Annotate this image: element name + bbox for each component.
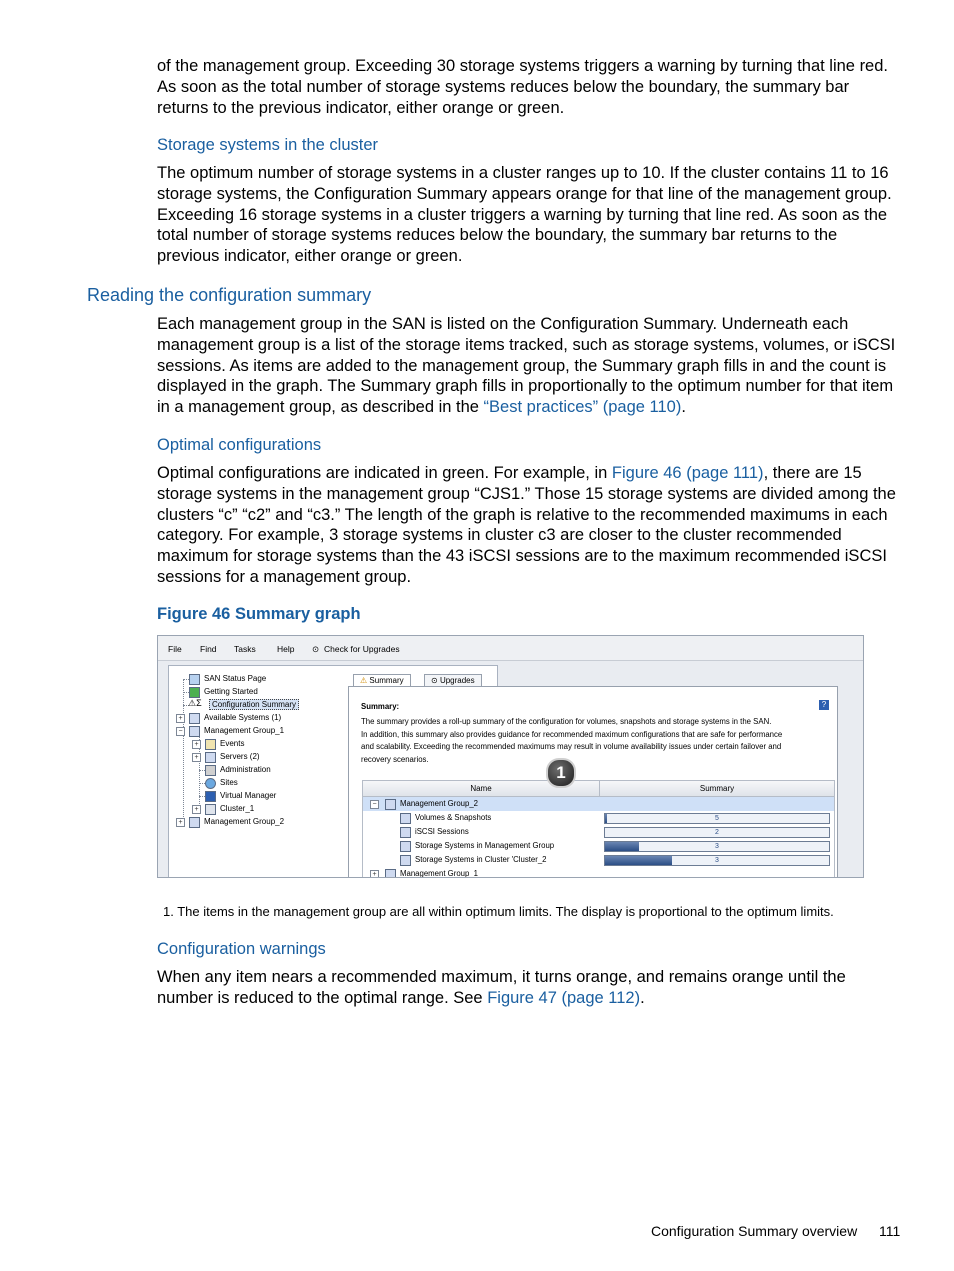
- expand-toggle[interactable]: +: [192, 740, 201, 749]
- column-header-name[interactable]: Name: [363, 781, 600, 797]
- figure-footnote: 1. The items in the management group are all within optimum limits. The display is proportional to the optimum limits.: [163, 904, 834, 919]
- tree-item-sites[interactable]: Sites: [220, 778, 238, 787]
- table-row[interactable]: [363, 797, 834, 811]
- events-icon: [205, 739, 216, 750]
- collapse-toggle[interactable]: −: [176, 727, 185, 736]
- summary-bar: [604, 841, 830, 852]
- management-group-icon: [189, 726, 200, 737]
- servers-icon: [205, 752, 216, 763]
- footer-title: Configuration Summary overview: [651, 1223, 858, 1239]
- figure-caption: Figure 46 Summary graph: [157, 605, 361, 623]
- paragraph-optimal-rest: , there are 15 storage systems in the management group “CJS1.” Those 15 storage systems are divided among the clusters “c” “c2” and “c3.” The length of the graph is relative to the recommended maximums in each category. For example, 3 storage systems in cluster c3 are closer to the cluster recommended maximum for storage systems than the 43 iSCSI sessions are to the maximum recommended iSCSI sessions for a management group.: [157, 464, 896, 586]
- summary-bar-value: 3: [715, 857, 719, 864]
- paragraph-warnings-end: .: [640, 988, 645, 1007]
- summary-graph-screenshot: [157, 635, 864, 878]
- virtual-manager-icon: [205, 791, 216, 802]
- tree-item-cluster-1[interactable]: Cluster_1: [220, 804, 255, 813]
- table-row[interactable]: [363, 853, 834, 867]
- heading-optimal-configurations: Optimal configurations: [157, 436, 322, 454]
- tree-item-servers[interactable]: Servers (2): [220, 752, 260, 761]
- storage-systems-icon: [400, 841, 411, 852]
- tab-summary-label: Summary: [369, 676, 404, 685]
- column-header-summary[interactable]: Summary: [600, 781, 834, 797]
- storage-systems-icon: [400, 855, 411, 866]
- paragraph-optimal-text: Optimal configurations are indicated in green. For example, in: [157, 464, 612, 482]
- menu-find[interactable]: Find: [200, 644, 217, 654]
- summary-table: [362, 780, 835, 878]
- row-label: Storage Systems in Cluster 'Cluster_2: [415, 855, 547, 864]
- tab-upgrades-label: Upgrades: [439, 676, 475, 685]
- management-group-icon: [385, 869, 396, 878]
- summary-line: and scalability. Exceeding the recommended maximums may result in volume availability issues under certain failover and: [361, 742, 782, 751]
- summary-heading: Summary:: [361, 702, 400, 711]
- paragraph-warnings: [157, 967, 899, 1009]
- warning-icon: ⚠: [360, 676, 368, 685]
- menu-file[interactable]: File: [168, 644, 182, 654]
- tree-item-administration[interactable]: Administration: [220, 765, 271, 774]
- paragraph-cluster: The optimum number of storage systems in a cluster ranges up to 10. If the cluster contains 11 to 16 storage systems, the Configuration Summary appears orange for that line of the management group. Exceeding 16 storage systems in a cluster triggers a warning by turning that line red. As soon as the total number of storage systems reduces below the boundary, the summary bar returns to the previous indicator, either orange or green.: [157, 164, 892, 266]
- heading-storage-systems-cluster: Storage systems in the cluster: [157, 136, 379, 154]
- sites-globe-icon: [205, 778, 216, 789]
- summary-bar-value: 3: [715, 843, 719, 850]
- iscsi-icon: [400, 827, 411, 838]
- best-practices-link[interactable]: “Best practices” (page 110): [483, 398, 682, 417]
- summary-bar: [604, 813, 830, 824]
- expand-toggle[interactable]: +: [192, 753, 201, 762]
- paragraph-reading: [157, 314, 899, 418]
- summary-line: recovery scenarios.: [361, 754, 429, 764]
- menu-bar: [158, 636, 863, 661]
- paragraph-warnings-text: When any item nears a recommended maximum, it turns orange, and remains orange until the number is reduced to the optimal range. See: [157, 968, 846, 1007]
- page-number: 111: [879, 1223, 901, 1239]
- menu-check-upgrades[interactable]: Check for Upgrades: [324, 644, 400, 654]
- tab-content: [348, 686, 838, 878]
- paragraph-optimal: [157, 463, 899, 588]
- tree-item-events[interactable]: Events: [220, 739, 245, 748]
- tree-item-san-status[interactable]: SAN Status Page: [204, 674, 267, 683]
- tree-item-virtual-manager[interactable]: Virtual Manager: [220, 791, 277, 800]
- summary-line: The summary provides a roll-up summary of the configuration for volumes, snapshots and storage systems in the SAN.: [361, 717, 772, 726]
- tree-line: [183, 680, 184, 823]
- summary-bar: [604, 855, 830, 866]
- figure-47-link[interactable]: Figure 47 (page 112): [487, 988, 641, 1007]
- row-label: Management Group_2: [400, 799, 479, 808]
- management-group-icon: [189, 817, 200, 828]
- summary-bar: [604, 827, 830, 838]
- expand-toggle[interactable]: +: [176, 714, 185, 723]
- table-row[interactable]: [363, 811, 834, 825]
- menu-tasks[interactable]: Tasks: [234, 644, 256, 654]
- available-systems-icon: [189, 713, 200, 724]
- row-label: Volumes & Snapshots: [415, 813, 492, 822]
- summary-bar-value: 2: [715, 829, 719, 836]
- menu-help[interactable]: Help: [277, 644, 295, 654]
- tree-item-available-systems[interactable]: Available Systems (1): [204, 713, 282, 722]
- summary-bar-value: 5: [715, 815, 719, 822]
- getting-started-icon: [189, 687, 200, 698]
- sigma-icon: ⚠Σ: [188, 698, 202, 708]
- expand-toggle[interactable]: +: [370, 870, 379, 878]
- volumes-icon: [400, 813, 411, 824]
- paragraph-reading-end: .: [681, 398, 686, 417]
- figure-46-link[interactable]: Figure 46 (page 111): [611, 464, 764, 482]
- san-status-icon: [189, 674, 200, 685]
- table-row[interactable]: [363, 867, 834, 878]
- table-row[interactable]: [363, 839, 834, 853]
- expand-toggle[interactable]: +: [192, 805, 201, 814]
- tree-item-config-summary[interactable]: Configuration Summary: [209, 699, 299, 710]
- heading-configuration-warnings: Configuration warnings: [157, 940, 326, 958]
- summary-panel: [348, 674, 848, 877]
- help-icon[interactable]: ?: [819, 700, 829, 710]
- collapse-toggle[interactable]: −: [370, 800, 379, 809]
- table-row[interactable]: [363, 825, 834, 839]
- tree-item-management-group-1[interactable]: Management Group_1: [204, 726, 285, 735]
- upgrade-icon: ⊙: [312, 644, 320, 654]
- tree-item-getting-started[interactable]: Getting Started: [204, 687, 258, 696]
- management-group-icon: [385, 799, 396, 810]
- cluster-icon: [205, 804, 216, 815]
- summary-line: In addition, this summary also provides guidance for recommended maximum configurations that are safe for performance: [361, 729, 783, 739]
- expand-toggle[interactable]: +: [176, 818, 185, 827]
- row-label: Storage Systems in Management Group: [415, 841, 555, 850]
- paragraph-reading-text: Each management group in the SAN is listed on the Configuration Summary. Underneath each management group is a list of the storage items tracked, such as storage systems, volumes, or iSCSI sessions. As items are added to the management group, the Summary graph fills in and the count is displayed in the graph. The Summary graph fills in proportionally to the optimum number for that item in a management group, as described in the: [157, 315, 896, 417]
- administration-icon: [205, 765, 216, 776]
- callout-marker: 1: [546, 758, 576, 788]
- paragraph-top: of the management group. Exceeding 30 storage systems triggers a warning by turning that line red. As soon as the total number of storage systems reduces below the boundary, the summary bar returns to the previous indicator, either orange or green.: [157, 57, 888, 117]
- tree-item-management-group-2[interactable]: Management Group_2: [204, 817, 285, 826]
- row-label: iSCSI Sessions: [415, 827, 469, 836]
- heading-reading-config-summary: Reading the configuration summary: [87, 285, 372, 305]
- row-label: Management Group_1: [400, 869, 479, 878]
- upgrade-icon: ⊙: [431, 676, 438, 685]
